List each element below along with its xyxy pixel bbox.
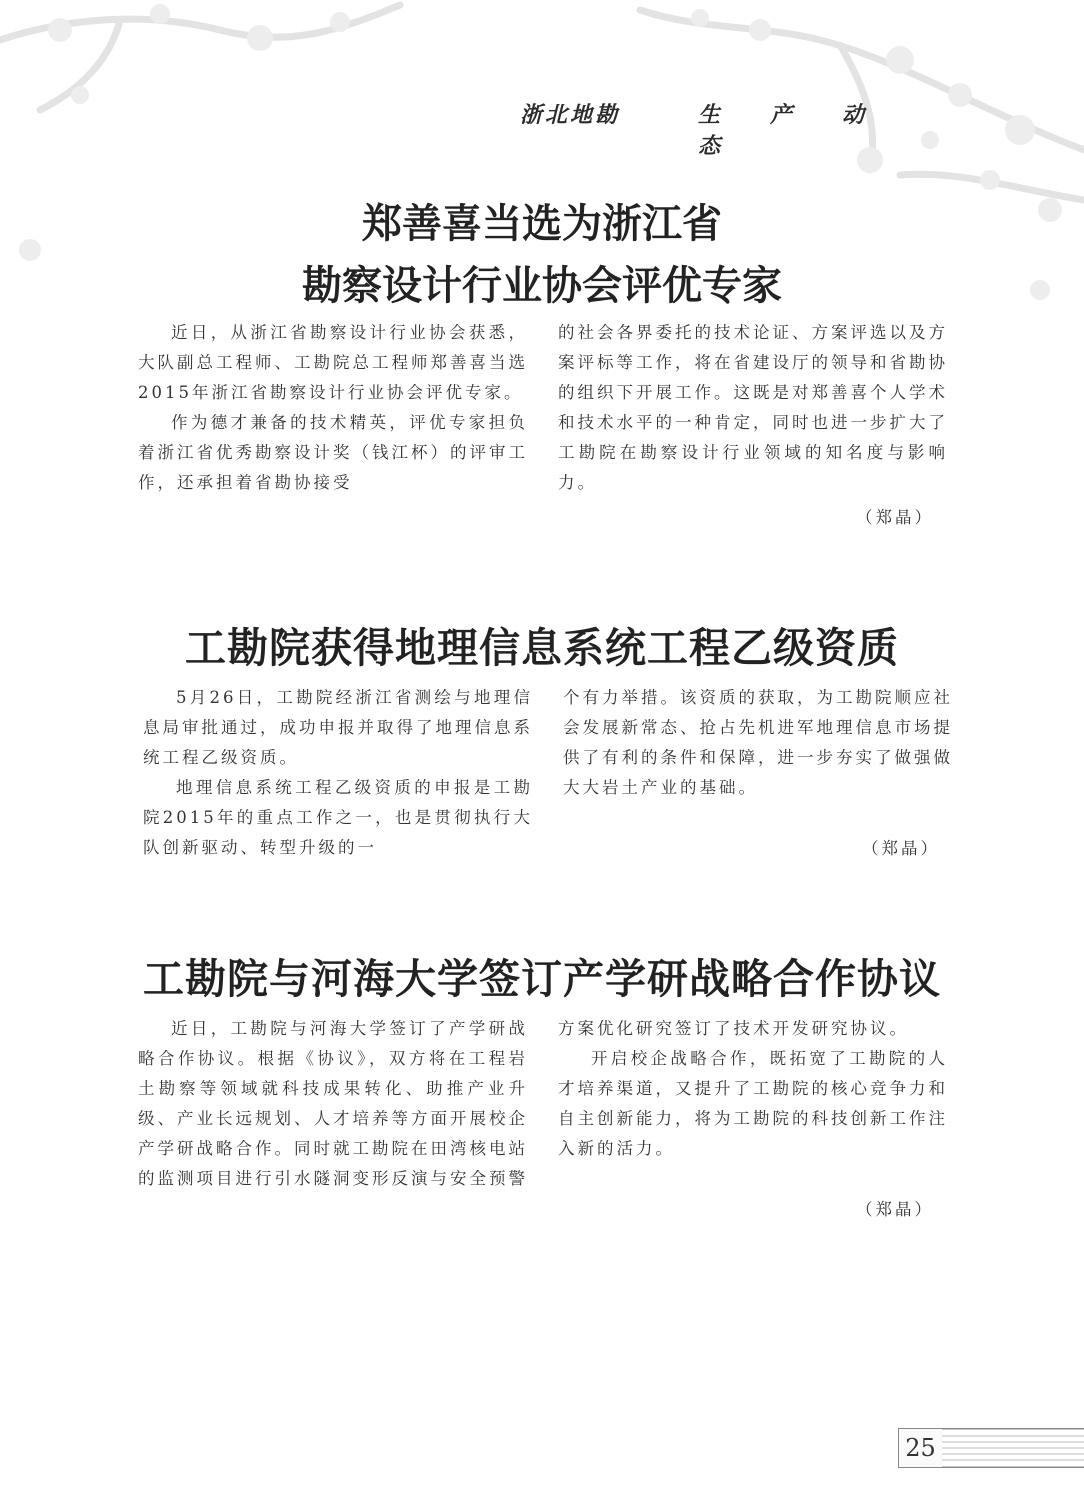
article-3-credit: （郑晶） [856, 1200, 934, 1219]
paragraph: 地理信息系统工程乙级资质的申报是工勘院2015年的重点工作之一，也是贯彻执行大队创新驱动、转型升级的一 [143, 778, 533, 857]
page-number: 25 [898, 1428, 942, 1468]
paragraph: 个有力举措。该资质的获取，为工勘院顺应社会发展新常态、抢占先机进军地理信息市场提供了有利的条件和保障，进一步夯实了做强做大大岩土产业的基础。 [563, 688, 953, 797]
article-2-right-column [563, 683, 953, 803]
article-2-credit: （郑晶） [862, 839, 940, 858]
article-2-title: 工勘院获得地理信息系统工程乙级资质 [185, 624, 899, 672]
page-number-tab [898, 1428, 1084, 1468]
paragraph: 5月26日，工勘院经浙江省测绘与地理信息局审批通过，成功申报并取得了地理信息系统工程乙级资质。 [143, 688, 533, 767]
article-3-title: 工勘院与河海大学签订产学研战略合作协议 [143, 955, 941, 1003]
article-1-credit: （郑晶） [856, 508, 934, 527]
article-3-right-column [558, 1014, 948, 1164]
section-name: 生产动态 [698, 102, 915, 159]
paragraph: 的社会各界委托的技术论证、方案评选以及方案评标等工作，将在省建设厅的领导和省勘协的组织下开展工作。这既是对郑善喜个人学术和技术水平的一种肯定，同时也进一步扩大了工勘院在勘察设计行业领域的知名度与影响力。 [558, 323, 948, 492]
article-1-left-column [138, 318, 528, 498]
article-3-left-column [138, 1014, 528, 1194]
article-1-title-line-2: 勘察设计行业协会评优专家 [302, 263, 782, 309]
paragraph: 近日，从浙江省勘察设计行业协会获悉，大队副总工程师、工勘院总工程师郑善喜当选2015年浙江省勘察设计行业协会评优专家。 [138, 323, 528, 402]
paragraph: 作为德才兼备的技术精英，评优专家担负着浙江省优秀勘察设计奖（钱江杯）的评审工作，还承担着省勘协接受 [138, 413, 528, 492]
article-1-right-column [558, 318, 948, 498]
article-2-left-column [143, 683, 533, 863]
magazine-name: 浙北地勘 [520, 102, 621, 128]
magazine-header [520, 98, 940, 159]
paragraph: 方案优化研究签订了技术开发研究协议。 [558, 1019, 909, 1038]
paragraph: 近日，工勘院与河海大学签订了产学研战略合作协议。根据《协议》，双方将在工程岩土勘察等领域就科技成果转化、助推产业升级、产业长远规划、人才培养等方面开展校企产学研战略合作。同时就工勘院在田湾核电站的监测项目进行引水隧洞变形反演与安全预警 [138, 1019, 528, 1188]
article-1-title-line-1: 郑善喜当选为浙江省 [362, 201, 722, 247]
page-tab-lines [942, 1428, 1084, 1468]
paragraph: 开启校企战略合作，既拓宽了工勘院的人才培养渠道，又提升了工勘院的核心竞争力和自主创新能力，将为工勘院的科技创新工作注入新的活力。 [558, 1049, 948, 1158]
